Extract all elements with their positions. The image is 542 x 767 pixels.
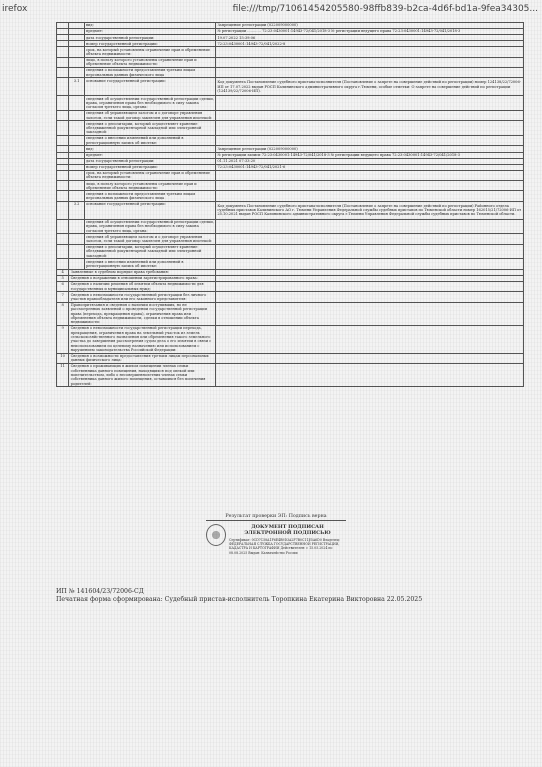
print-form-note: Печатная форма сформирована: Судебный пристав-исполнитель Торопкина Екатерина Викторовна 22.05.2025	[56, 595, 423, 603]
section-number	[57, 47, 69, 57]
field-label: сведения о депозитарии, который осуществляет хранение обездвиженной документарной закладной или электронной закладной:	[84, 244, 215, 259]
field-label: сведения о возможности предоставления третьим лицам персональных данных физического лица	[84, 68, 215, 78]
field-label: сведения об управляющем залогом и о договоре управления залогом, если такой договор заключен для управления ипотекой:	[84, 111, 215, 121]
subsection-number: 3.2	[69, 201, 84, 219]
table-row	[57, 136, 524, 146]
field-label: сведения о внесении изменений или дополнений в регистрационную запись об ипотеке:	[84, 136, 215, 146]
field-label: сведения об управляющем залогом и о договоре управления залогом, если такой договор заключен для управления ипотекой:	[84, 234, 215, 244]
field-value	[216, 259, 524, 269]
browser-tab[interactable]: irefox	[2, 4, 28, 14]
table-row	[57, 68, 524, 78]
section-number	[57, 170, 69, 180]
subsection-number	[69, 191, 84, 201]
table-row	[57, 181, 524, 191]
case-number: ИП № 141604/23/72006-СД	[56, 588, 144, 595]
field-label: Сведения о возможности предоставления третьим лицам персональных данных физического лица:	[69, 353, 216, 363]
field-value	[216, 68, 524, 78]
field-label: лицо, в пользу которого установлены ограничение прав и обременение объекта недвижимости:	[84, 57, 215, 67]
field-label: лицо, в пользу которого установлены ограничение прав и обременение объекта недвижимости:	[84, 181, 215, 191]
field-label: номер государственной регистрации:	[84, 164, 215, 170]
url-text[interactable]: file:///tmp/71061454205580-98ffb839-b2ca-4d6f-bd1a-9fea34305...	[232, 4, 538, 14]
table-row	[57, 219, 524, 234]
table-row	[57, 96, 524, 111]
field-value: Запрещение регистрации (022009000000)	[216, 146, 524, 152]
field-label: сведения о внесении изменений или дополнений в регистрационную запись об ипотеке:	[84, 259, 215, 269]
table-row	[57, 111, 524, 121]
subsection-number	[69, 234, 84, 244]
field-value: Код документа Постановление судебного пристава-исполнителя (Постановление о запрете на совершение действий по регистрации) номер 124138/22/72006-ИП от 17.07.2022 выдан РОСП Калининского административного округа г.Тюмени, особые отметки: О запрете на совершение действий по регистрации (124139/22/72006-ИП).	[216, 78, 524, 96]
table-row	[57, 201, 524, 219]
field-value	[216, 234, 524, 244]
field-value: № регистрации записи 72:23:0430001:14943-72/041/2018-3 № регистрации ведущего права 72:23:0430001:14943-72/041/2018-3	[216, 152, 524, 158]
section-number	[57, 136, 69, 146]
field-label: вид:	[84, 23, 215, 29]
field-value: 72:23:0430001:14943-72/041/2021-6	[216, 164, 524, 170]
registry-table	[56, 22, 524, 387]
subsection-number	[69, 96, 84, 111]
document-footer	[56, 588, 422, 603]
section-number	[57, 234, 69, 244]
field-value	[216, 136, 524, 146]
signature-check-result: Результат проверки ЭП: Подпись верна	[206, 514, 346, 521]
table-row	[57, 282, 524, 292]
section-number: 9	[57, 326, 69, 354]
field-value	[216, 326, 524, 354]
field-label: Сведения о невозможности государственной регистрации без личного участия правообладателя или его законного представителя:	[69, 292, 216, 302]
field-value: 01.11.2021 07:33:20	[216, 158, 524, 164]
subsection-number	[69, 244, 84, 259]
field-value	[216, 282, 524, 292]
table-row	[57, 121, 524, 136]
section-number	[57, 57, 69, 67]
subsection-number	[69, 47, 84, 57]
section-number	[57, 96, 69, 111]
field-value: № регистрации ............ 72:23:0430001:14943-72/041/2018-3 № регистрации ведущего права 72:23:0430001:14943-72/041/2018-3	[216, 29, 524, 35]
field-value	[216, 363, 524, 386]
field-label: Правопритязания и сведения о наличии поступивших, но не рассмотренных заявлений о проведении государственной регистрации права (перехода, прекращения права), ограничения права или обременения объекта недвижимости, сделки в отношении объекта недвижимости:	[69, 302, 216, 325]
field-label: Сведения о возражении в отношении зарегистрированного права:	[69, 275, 216, 281]
section-number: 7	[57, 292, 69, 302]
field-value	[216, 170, 524, 180]
subsection-number	[69, 57, 84, 67]
table-row	[57, 78, 524, 96]
field-label: дата государственной регистрации:	[84, 35, 215, 41]
field-value	[216, 57, 524, 67]
subsection-number	[69, 121, 84, 136]
signature-block	[206, 514, 346, 555]
field-value: Запрещение регистрации (022009000000)	[216, 23, 524, 29]
field-label: Заявленные в судебном порядке права требования:	[69, 269, 216, 275]
field-value	[216, 111, 524, 121]
field-value	[216, 302, 524, 325]
section-number: 5	[57, 275, 69, 281]
browser-header	[0, 0, 542, 18]
field-label: дата государственной регистрации:	[84, 158, 215, 164]
field-value	[216, 96, 524, 111]
table-row	[57, 326, 524, 354]
table-row	[57, 47, 524, 57]
section-number	[57, 244, 69, 259]
field-label: номер государственной регистрации:	[84, 41, 215, 47]
field-value: 72:23:0430001:14943-72/041/2022-8	[216, 41, 524, 47]
field-label: Сведения о невозможности государственной регистрации перехода, прекращения, ограничения права на земельный участок из земель сельскохозяйственного назначения или обременения такого земельного участка до завершения рассмотрения судом дела о его изъятии в связи с неиспользованием по целевому назначению или использованием с нарушением законодательства Российской Федерации:	[69, 326, 216, 354]
field-value	[216, 244, 524, 259]
subsection-number	[69, 111, 84, 121]
field-label: основание государственной регистрации:	[84, 78, 215, 96]
field-label: сведения об осуществлении государственной регистрации сделки, права, ограничения права без необходимого в силу закона согласия третьего лица, органа:	[85, 96, 214, 110]
subsection-number	[69, 136, 84, 146]
field-value	[216, 47, 524, 57]
signature-heading: ДОКУМЕНТ ПОДПИСАН ЭЛЕКТРОННОЙ ПОДПИСЬЮ	[244, 524, 331, 536]
table-row	[57, 170, 524, 180]
section-number	[57, 219, 69, 234]
section-number	[57, 78, 69, 96]
field-label: сведения об осуществлении государственной регистрации сделки, права, ограничения права без необходимого в силу закона согласия третьего лица, органа:	[85, 220, 214, 233]
field-label: срок, на который установлены ограничение прав и обременение объекта недвижимости:	[84, 47, 215, 57]
field-label: основание государственной регистрации:	[84, 201, 215, 219]
table-row	[57, 353, 524, 363]
subsection-number	[69, 219, 84, 234]
subsection-number: 3.1	[69, 78, 84, 96]
field-label: предмет:	[84, 29, 215, 35]
field-label: вид:	[84, 146, 215, 152]
section-number	[57, 111, 69, 121]
field-value	[216, 353, 524, 363]
field-label: Сведения о наличии решения об изъятии объекта недвижимости для государственных и муниципальных нужд:	[69, 282, 216, 292]
field-label: предмет:	[84, 152, 215, 158]
section-number: 10	[57, 353, 69, 363]
table-row	[57, 302, 524, 325]
table-row	[57, 363, 524, 386]
field-value	[216, 292, 524, 302]
field-value	[216, 219, 524, 234]
subsection-number	[69, 68, 84, 78]
section-number: 8	[57, 302, 69, 325]
field-label: сведения о депозитарии, который осуществляет хранение обездвиженной документарной закладной или электронной закладной:	[84, 121, 215, 136]
subsection-number	[69, 170, 84, 180]
table-row	[57, 234, 524, 244]
field-label: сведения о возможности предоставления третьим лицам персональных данных физического лица	[84, 191, 215, 201]
section-number	[57, 191, 69, 201]
section-number	[57, 201, 69, 219]
field-value: Код документа Постановление судебного пристава-исполнителя (Постановление о запрете на совершение действий по регистрации) Районного отдела судебных приставов Калининского АО г. Тюмени Управления Федеральной службы судебных приставов по Тюменской области номер 162015/21/72006-ИП от 25.10.2021 выдан РОСП Калининского административного округа г.Тюмени Управления Федеральной службы судебных приставов по Тюменской области.	[216, 201, 524, 219]
field-value	[216, 121, 524, 136]
section-number: 4	[57, 269, 69, 275]
field-label: Сведения о проживающих в жилом помещении членах семьи собственника данного помещения, находящихся под опекой или попечительством, либо о несовершеннолетних членах семьи собственника данного жилого помещения, оставшихся без попечения родителей:	[69, 363, 216, 386]
subsection-number	[69, 259, 84, 269]
table-row	[57, 57, 524, 67]
section-number: 6	[57, 282, 69, 292]
section-number	[57, 121, 69, 136]
section-number: 11	[57, 363, 69, 386]
section-number	[57, 181, 69, 191]
section-number	[57, 68, 69, 78]
field-value	[216, 181, 524, 191]
table-row	[57, 191, 524, 201]
signature-details: Сертификат: 0CD7C58A1F6E4B9D3A2F7B0C11E5A6D0 Владелец: ФЕДЕРАЛЬНАЯ СЛУЖБА ГОСУДАРСТВЕННОЙ РЕГИСТРАЦИИ, КАДАСТРА И КАРТОГРАФИИ Действителен: с 15.05.2024 по 08.08.2025 Выдан: Казначейство России	[229, 538, 340, 555]
table-row	[57, 292, 524, 302]
emblem-icon	[206, 524, 226, 546]
field-value: 19.07.2022 15:39:06	[216, 35, 524, 41]
section-number	[57, 259, 69, 269]
field-value	[216, 191, 524, 201]
table-row	[57, 244, 524, 259]
subsection-number	[69, 181, 84, 191]
table-row	[57, 259, 524, 269]
field-label: срок, на который установлены ограничение прав и обременение объекта недвижимости:	[84, 170, 215, 180]
